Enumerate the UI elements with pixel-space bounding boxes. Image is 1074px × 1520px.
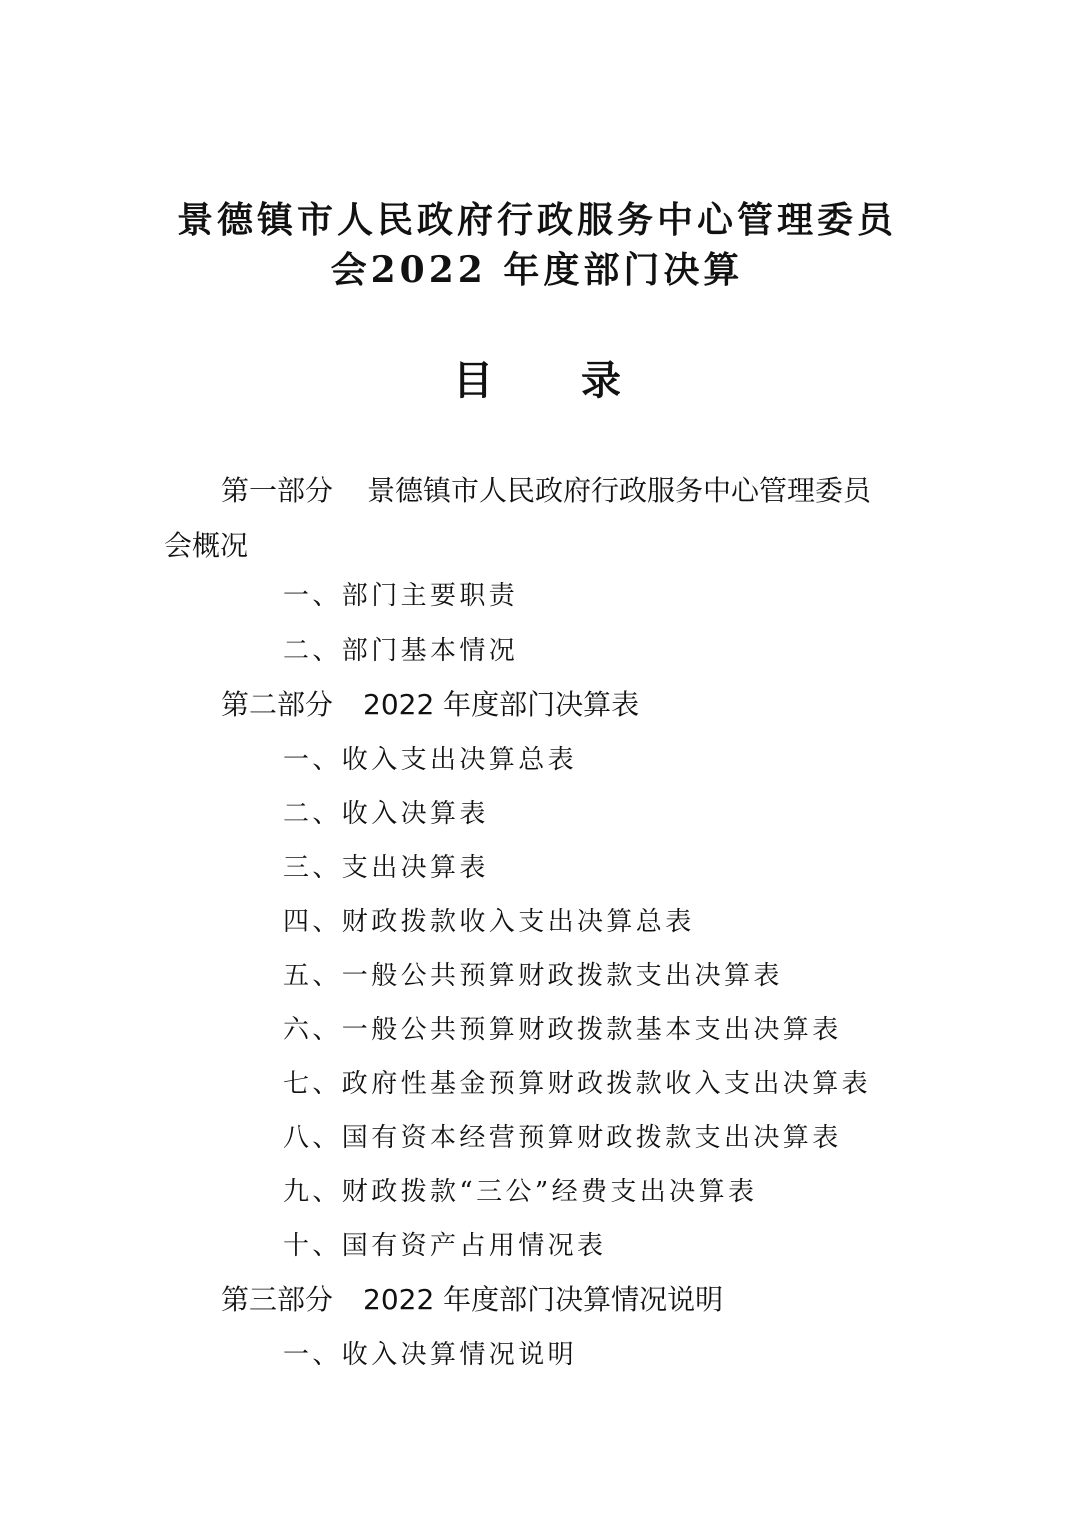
toc-part-3-title: 2022 年度部门决算情况说明 xyxy=(363,1283,724,1316)
toc-item: 八、国有资本经营预算财政拨款支出决算表 xyxy=(283,1123,842,1153)
document-title-line-2: 会2022 年度部门决算 xyxy=(330,249,744,291)
toc-part-1-number: 第一部分 xyxy=(221,474,334,507)
toc-part-2-number: 第二部分 xyxy=(221,688,334,721)
toc-part-3-number: 第三部分 xyxy=(221,1283,334,1316)
toc-part-1-title-continued: 会概况 xyxy=(164,529,249,562)
toc-item: 二、收入决算表 xyxy=(283,799,489,829)
toc-heading xyxy=(0,356,1074,406)
toc-item: 二、部门基本情况 xyxy=(283,636,519,666)
toc-item: 四、财政拨款收入支出决算总表 xyxy=(283,907,695,937)
toc-item: 三、支出决算表 xyxy=(283,853,489,883)
toc-part-2-title: 2022 年度部门决算表 xyxy=(363,688,640,721)
toc-heading-char-1: 目 xyxy=(453,358,493,404)
toc-item: 十、国有资产占用情况表 xyxy=(283,1231,607,1261)
toc-item: 一、收入支出决算总表 xyxy=(283,745,578,775)
toc-heading-char-2: 录 xyxy=(581,358,621,404)
toc-part-1-title: 景德镇市人民政府行政服务中心管理委员 xyxy=(367,474,872,507)
toc-part-3-heading xyxy=(221,1282,723,1318)
toc-item: 五、一般公共预算财政拨款支出决算表 xyxy=(283,961,783,991)
toc-item: 一、部门主要职责 xyxy=(283,581,519,611)
toc-item: 九、财政拨款“三公”经费支出决算表 xyxy=(283,1177,758,1207)
toc-part-2-heading xyxy=(221,687,639,723)
toc-item: 七、政府性基金预算财政拨款收入支出决算表 xyxy=(283,1069,872,1099)
document-title-line-1: 景德镇市人民政府行政服务中心管理委员 xyxy=(176,199,897,241)
toc-item: 六、一般公共预算财政拨款基本支出决算表 xyxy=(283,1015,842,1045)
toc-part-1-heading xyxy=(221,473,871,509)
toc-item: 一、收入决算情况说明 xyxy=(283,1340,578,1370)
